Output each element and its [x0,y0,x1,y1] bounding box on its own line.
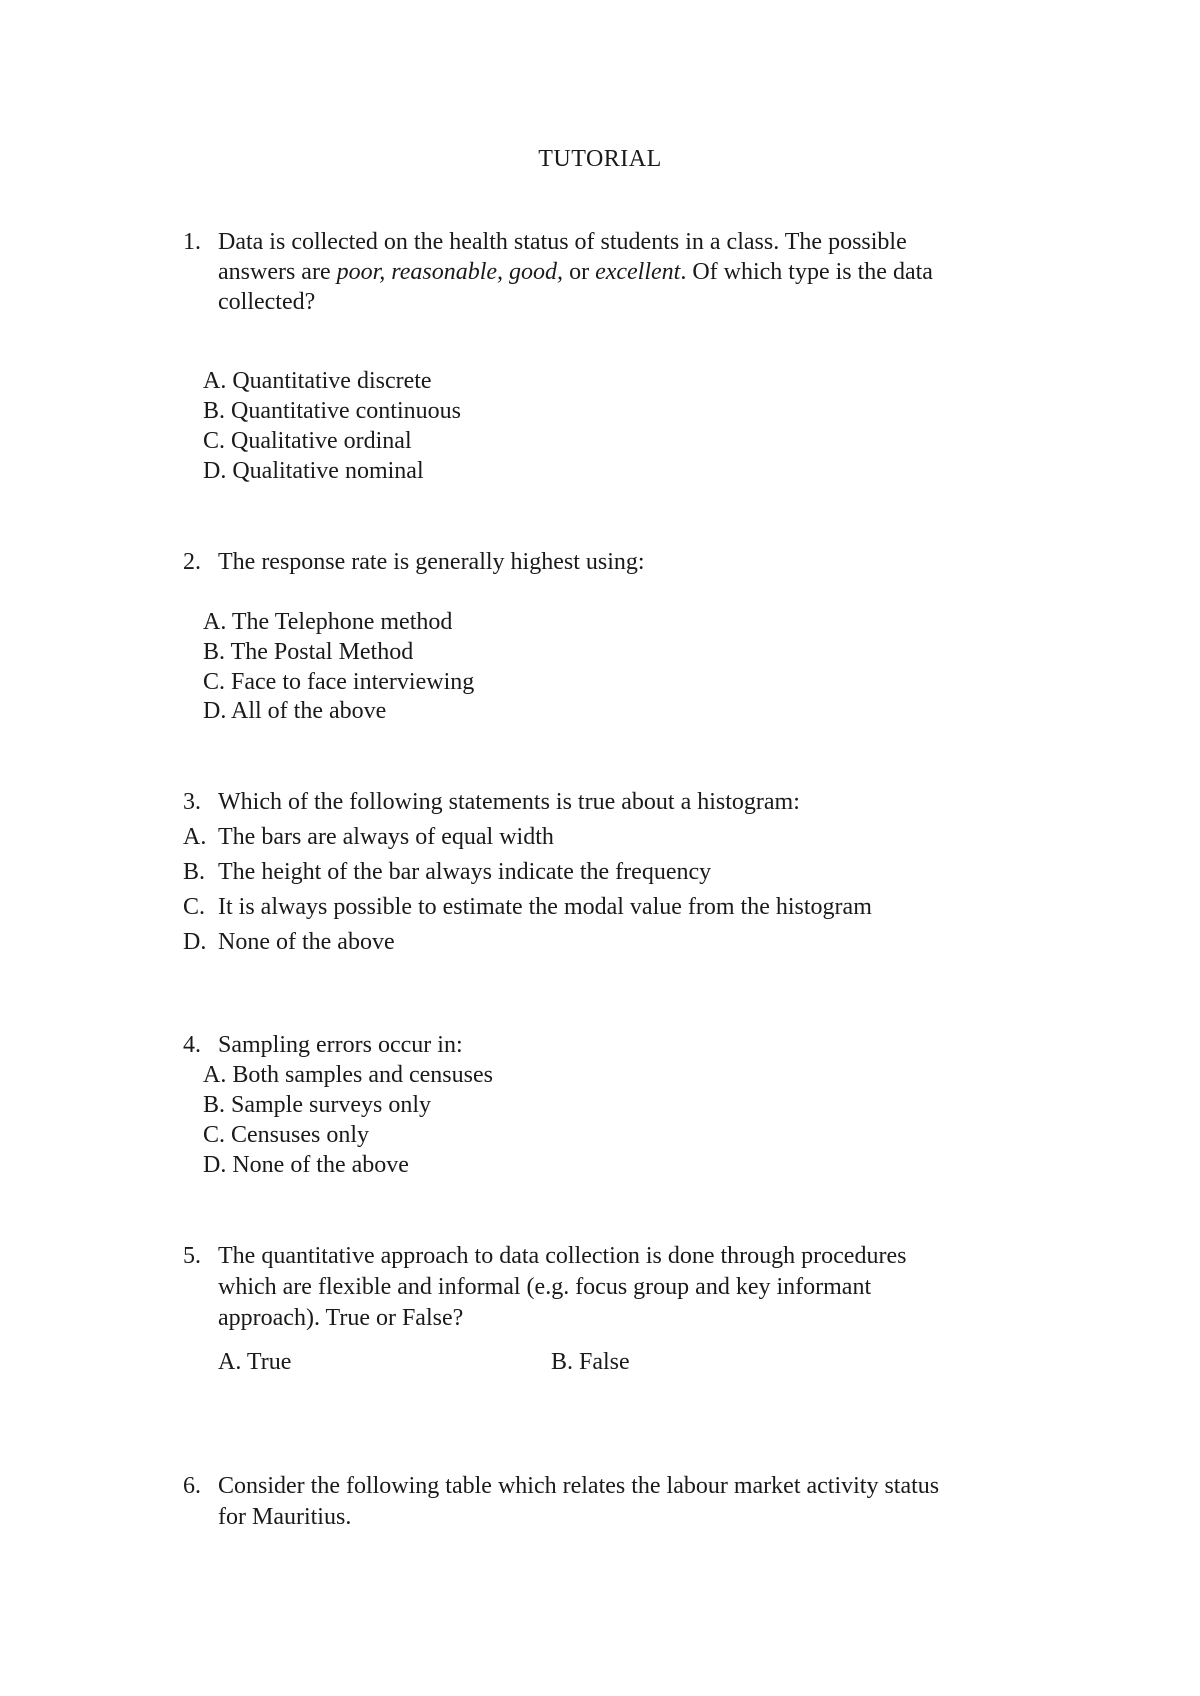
answer-option: The bars are always of equal width [218,824,554,850]
answer-option: B. Quantitative continuous [203,398,461,424]
question-text-line: Sampling errors occur in: [218,1032,463,1058]
answer-option: D. Qualitative nominal [203,458,424,484]
answer-option: It is always possible to estimate the modal value from the histogram [218,894,872,920]
answer-option: B. False [551,1349,630,1375]
answer-option: A. Quantitative discrete [203,368,432,394]
option-letter: C. [183,894,206,920]
answer-option: None of the above [218,929,395,955]
answer-option: The height of the bar always indicate the frequency [218,859,712,885]
answer-option: B. The Postal Method [203,639,414,665]
question-text-line: which are flexible and informal (e.g. focus group and key informant [218,1274,872,1300]
answer-option: A. True [218,1349,292,1375]
italic-term: excellent [595,259,681,285]
answer-option: D. All of the above [203,698,387,724]
option-letter: B. [183,859,206,885]
question-text-line: approach). True or False? [218,1305,464,1331]
question-number: 4. [183,1032,201,1058]
question-text-line: The response rate is generally highest using: [218,549,645,575]
answer-option: A. The Telephone method [203,609,453,635]
question-number: 6. [183,1473,201,1499]
question-text-line: answers are poor, reasonable, good, or excellent. Of which type is the data [218,259,933,285]
question-number: 2. [183,549,201,575]
question-text-line: Which of the following statements is true about a histogram: [218,789,800,815]
answer-option: B. Sample surveys only [203,1092,431,1118]
answer-option: D. None of the above [203,1152,409,1178]
italic-term: poor, reasonable, good, [336,259,564,285]
answer-option: C. Censuses only [203,1122,370,1148]
question-text-line: collected? [218,289,316,315]
question-text-line: Data is collected on the health status of students in a class. The possible [218,229,907,255]
question-text-line: The quantitative approach to data collection is done through procedures [218,1243,907,1269]
question-number: 5. [183,1243,201,1269]
option-letter: D. [183,929,207,955]
page-title: TUTORIAL [538,146,662,172]
answer-option: C. Face to face interviewing [203,669,475,695]
question-number: 1. [183,229,201,255]
question-text-line: for Mauritius. [218,1504,352,1530]
option-letter: A. [183,824,207,850]
answer-option: A. Both samples and censuses [203,1062,493,1088]
answer-option: C. Qualitative ordinal [203,428,412,454]
question-text-line: Consider the following table which relates the labour market activity status [218,1473,940,1499]
question-number: 3. [183,789,201,815]
